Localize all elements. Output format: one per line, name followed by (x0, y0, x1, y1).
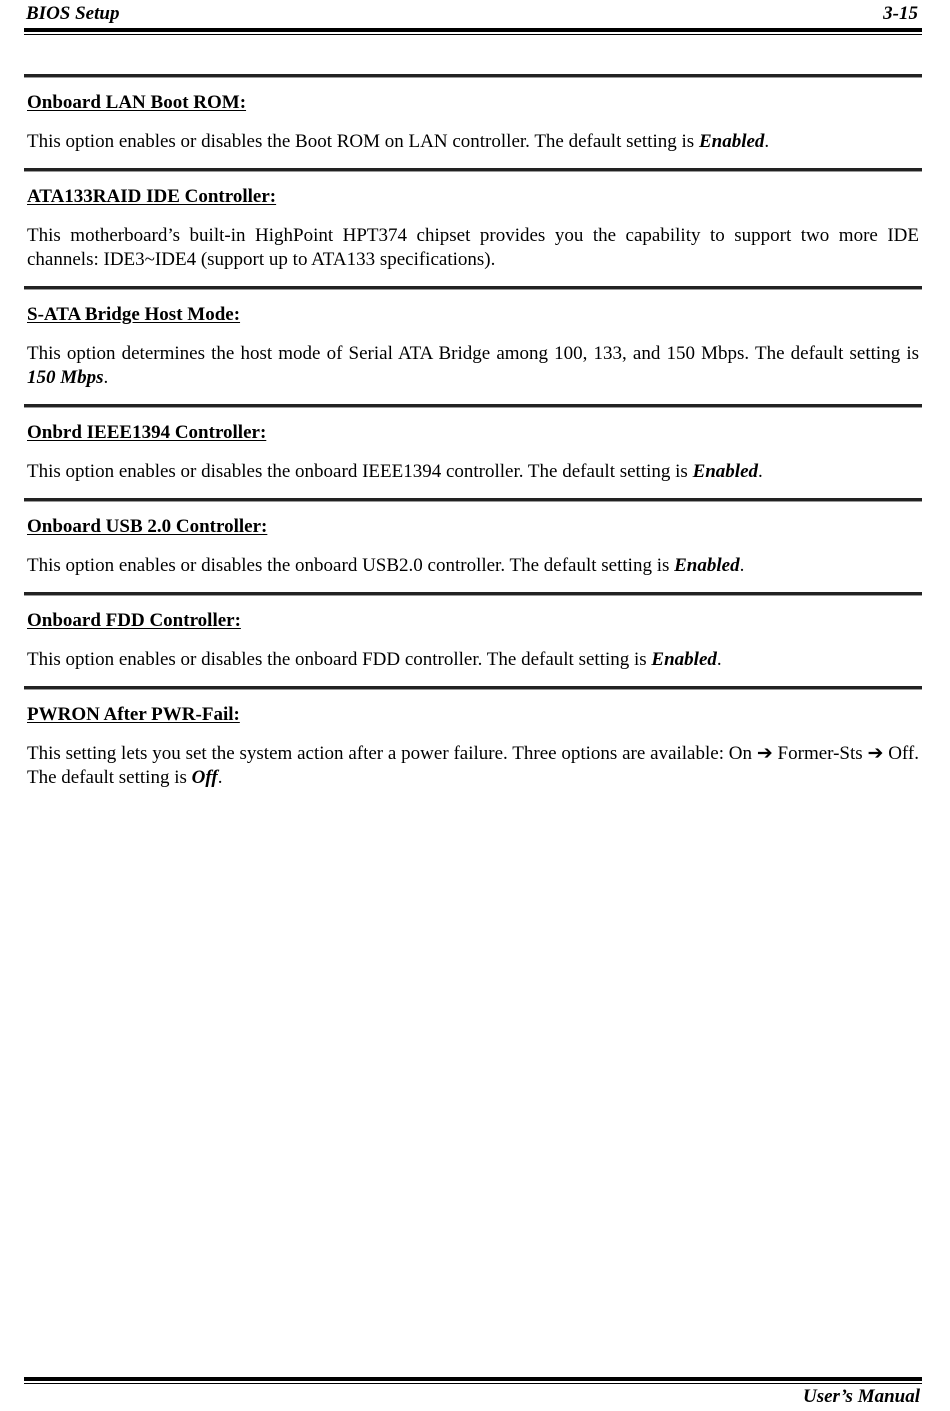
default-value: 150 Mbps (27, 367, 104, 388)
section-description: This option enables or disables the onboard IEEE1394 controller. The default setting is Enabled. (27, 461, 763, 482)
section-divider (24, 592, 922, 596)
section-title: Onboard USB 2.0 Controller: (27, 516, 268, 537)
section-ata133raid-ide-controller (24, 186, 922, 272)
header-rule-thin (24, 34, 922, 35)
section-onboard-fdd-controller (24, 610, 922, 672)
section-title: Onboard LAN Boot ROM: (27, 92, 247, 113)
section-description: This setting lets you set the system action after a power failure. Three options are available: On ➔ Former-Sts ➔ Off. The default setting is Off. (27, 743, 919, 788)
page-header (26, 3, 920, 27)
default-value: Enabled (651, 649, 717, 670)
section-divider (24, 498, 922, 502)
footer-rule (24, 1377, 922, 1381)
default-value: Enabled (698, 131, 765, 152)
footer-rule-thin (24, 1383, 922, 1384)
section-divider (24, 286, 922, 290)
default-value: Off (191, 767, 218, 788)
section-description: This option enables or disables the onboard USB2.0 controller. The default setting is Enabled. (27, 555, 745, 576)
section-description: This option enables or disables the onboard FDD controller. The default setting is Enabled. (27, 649, 722, 670)
section-sata-bridge-host-mode (24, 304, 922, 390)
section-divider (24, 168, 922, 172)
section-onboard-usb-controller (24, 516, 922, 578)
section-title: ATA133RAID IDE Controller: (27, 186, 277, 207)
section-onbrd-ieee1394-controller (24, 422, 922, 484)
section-description: This option enables or disables the Boot ROM on LAN controller. The default setting is Enabled. (27, 131, 770, 152)
section-divider (24, 686, 922, 690)
section-onboard-lan-boot-rom (24, 92, 922, 154)
section-pwron-after-pwr-fail (24, 704, 922, 790)
page-number: 3-15 (883, 3, 918, 24)
section-divider (24, 404, 922, 408)
page-content (24, 74, 922, 804)
section-title: Onboard FDD Controller: (27, 610, 241, 631)
page-footer: User’s Manual (802, 1386, 920, 1407)
default-value: Enabled (674, 555, 740, 576)
section-divider (24, 74, 922, 78)
section-title: S-ATA Bridge Host Mode: (27, 304, 241, 325)
section-title: Onbrd IEEE1394 Controller: (27, 422, 267, 443)
header-rule (24, 28, 922, 32)
default-value: Enabled (692, 461, 759, 482)
section-description: This motherboard’s built-in HighPoint HPT374 chipset provides you the capability to support two more IDE channels: IDE3~IDE4 (support up to ATA133 specifications). (27, 225, 919, 270)
section-description: This option determines the host mode of Serial ATA Bridge among 100, 133, and 150 Mbps. The default setting is 150 Mbps. (27, 343, 919, 388)
header-title: BIOS Setup (26, 3, 120, 24)
section-title: PWRON After PWR-Fail: (27, 704, 240, 725)
